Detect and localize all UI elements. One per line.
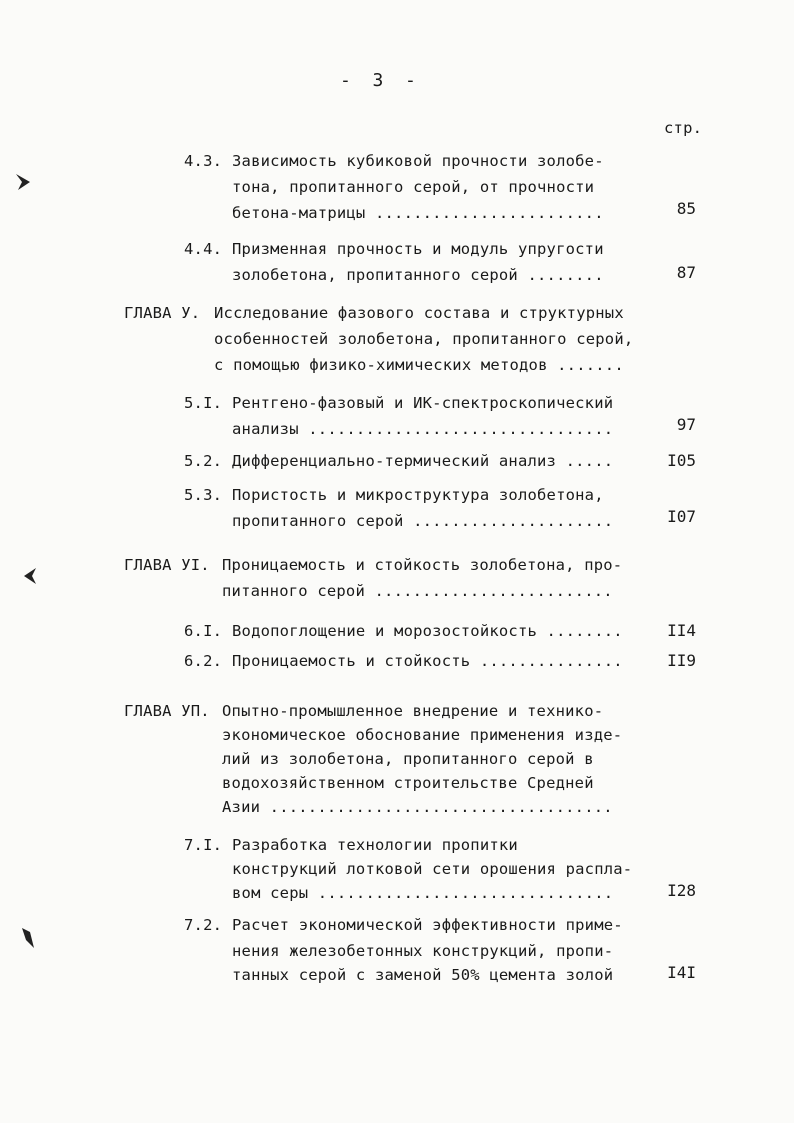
chapter-label: ГЛАВА УI. (124, 556, 210, 574)
entry-text-line: Призменная прочность и модуль упругости (232, 240, 604, 258)
entry-number: 4.3. (184, 152, 223, 170)
entry-page-number: I05 (667, 451, 696, 470)
entry-text-line: лий из золобетона, пропитанного серой в (222, 750, 594, 768)
entry-text-line: Расчет экономической эффективности приме- (232, 916, 623, 934)
entry-text-line: бетона-матрицы ........................ (232, 204, 604, 222)
entry-text-line: танных серой с заменой 50% цемента золой (232, 966, 614, 984)
entry-page-number: I28 (667, 881, 696, 900)
entry-number: 6.I. (184, 622, 223, 640)
entry-number: 5.3. (184, 486, 223, 504)
entry-page-number: 87 (676, 263, 696, 282)
entry-text-line: вом серы ............................... (232, 884, 614, 902)
entry-text-line: экономическое обоснование применения изде- (222, 726, 623, 744)
entry-page-number: I4I (667, 963, 696, 982)
scan-mark-icon (14, 172, 34, 194)
page-column-label: стр. (664, 119, 703, 137)
entry-text-line: Опытно-промышленное внедрение и технико- (222, 702, 604, 720)
entry-number: 4.4. (184, 240, 223, 258)
chapter-label: ГЛАВА У. (124, 304, 201, 322)
entry-text-line: нения железобетонных конструкций, пропи- (232, 942, 614, 960)
entry-text-line: питанного серой ......................... (222, 582, 613, 600)
page-number-header: - 3 - (340, 70, 416, 91)
entry-text-line: тона, пропитанного серой, от прочности (232, 178, 595, 196)
entry-text-line: Рентгено-фазовый и ИК-спектроскопический (232, 394, 614, 412)
entry-text-line: Азии .................................... (222, 798, 613, 816)
scan-mark-icon (18, 926, 38, 952)
entry-text-line: Водопоглощение и морозостойкость ........ (232, 622, 623, 640)
entry-text-line: Разработка технологии пропитки (232, 836, 518, 854)
entry-page-number: I07 (667, 507, 696, 526)
entry-text-line: конструкций лотковой сети орошения распла- (232, 860, 633, 878)
entry-number: 5.I. (184, 394, 223, 412)
entry-text-line: с помощью физико-химических методов ....... (214, 356, 624, 374)
entry-number: 7.2. (184, 916, 223, 934)
entry-text-line: Исследование фазового состава и структурных (214, 304, 624, 322)
entry-text-line: Зависимость кубиковой прочности золобе- (232, 152, 604, 170)
entry-text-line: золобетона, пропитанного серой ........ (232, 266, 604, 284)
entry-text-line: анализы ................................ (232, 420, 614, 438)
entry-text-line: пропитанного серой ..................... (232, 512, 614, 530)
entry-text-line: особенностей золобетона, пропитанного серой, (214, 330, 634, 348)
entry-text-line: Проницаемость и стойкость ............... (232, 652, 623, 670)
entry-page-number: II9 (667, 651, 696, 670)
entry-number: 6.2. (184, 652, 223, 670)
entry-text-line: водохозяйственном строительстве Средней (222, 774, 594, 792)
entry-page-number: II4 (667, 621, 696, 640)
entry-number: 5.2. (184, 452, 223, 470)
entry-text-line: Пористость и микроструктура золобетона, (232, 486, 604, 504)
chapter-label: ГЛАВА УП. (124, 702, 210, 720)
entry-page-number: 97 (676, 415, 696, 434)
entry-text-line: Проницаемость и стойкость золобетона, про- (222, 556, 623, 574)
scan-mark-icon (20, 566, 40, 588)
entry-page-number: 85 (676, 199, 696, 218)
entry-text-line: Дифференциально-термический анализ ..... (232, 452, 614, 470)
entry-number: 7.I. (184, 836, 223, 854)
